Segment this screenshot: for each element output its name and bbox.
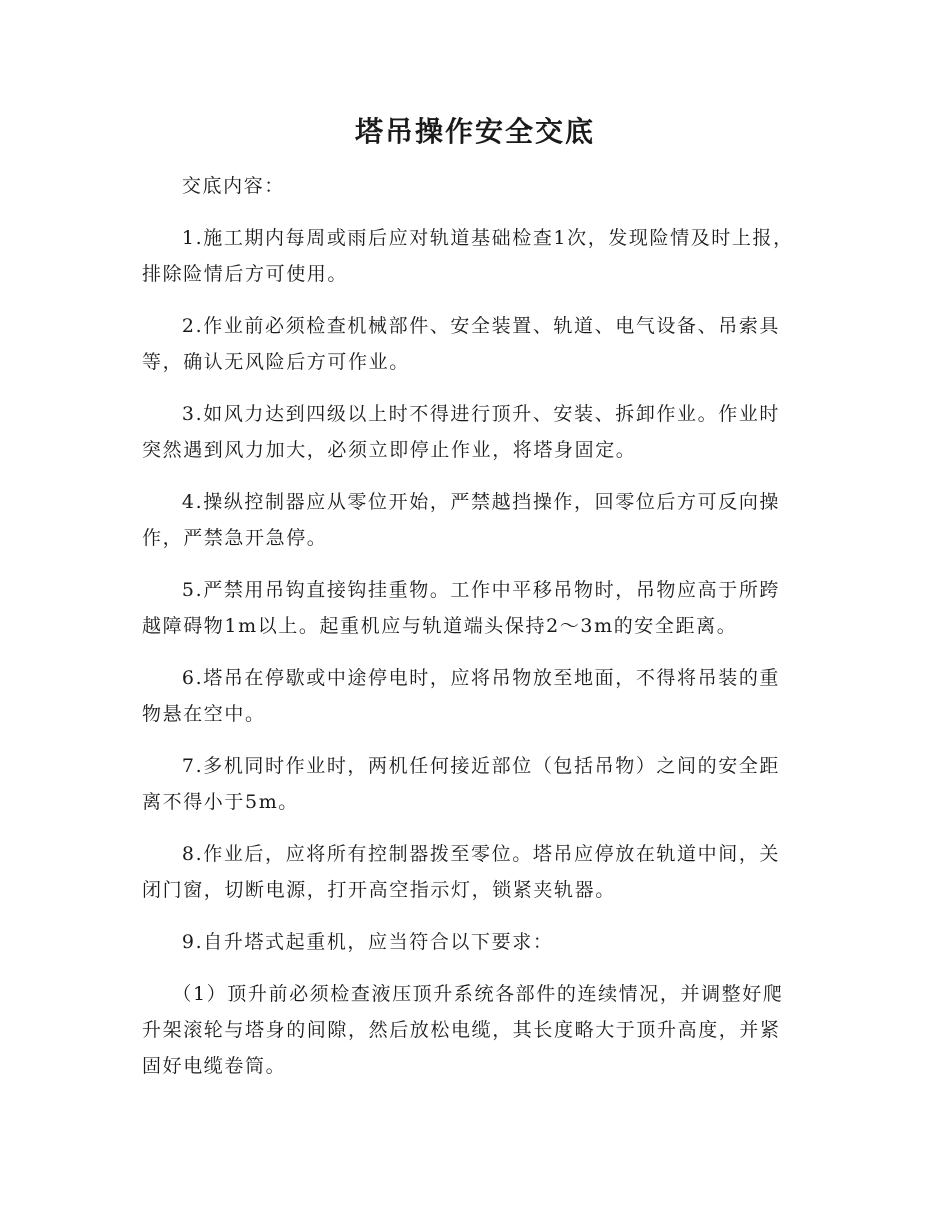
rule-paragraph-5: 5.严禁用吊钩直接钩挂重物。工作中平移吊物时，吊物应高于所跨越障碍物1m以上。起重机应与轨道端头保持2～3m的安全距离。 — [142, 579, 781, 637]
rule-paragraph-3: 3.如风力达到四级以上时不得进行顶升、安装、拆卸作业。作业时突然遇到风力加大，必须立即停止作业，将塔身固定。 — [142, 403, 781, 461]
rule-paragraph-2: 2.作业前必须检查机械部件、安全装置、轨道、电气设备、吊索具等，确认无风险后方可作业。 — [142, 315, 781, 373]
page-title: 塔吊操作安全交底 — [354, 115, 595, 148]
intro-paragraph: 交底内容： — [181, 175, 285, 197]
document-body — [142, 168, 797, 1100]
rule-paragraph-6: 6.塔吊在停歇或中途停电时，应将吊物放至地面，不得将吊装的重物悬在空中。 — [142, 667, 781, 725]
rule-paragraph-4: 4.操纵控制器应从零位开始，严禁越挡操作，回零位后方可反向操作，严禁急开急停。 — [142, 491, 781, 549]
rule-paragraph-8: 8.作业后，应将所有控制器拨至零位。塔吊应停放在轨道中间，关闭门窗，切断电源，打开高空指示灯，锁紧夹轨器。 — [142, 843, 781, 901]
rule-paragraph-7: 7.多机同时作业时，两机任何接近部位（包括吊物）之间的安全距离不得小于5m。 — [142, 755, 781, 813]
rule-paragraph-9: 9.自升塔式起重机，应当符合以下要求： — [181, 931, 554, 953]
rule-paragraph-1: 1.施工期内每周或雨后应对轨道基础检查1次，发现险情及时上报，排除险情后方可使用。 — [142, 227, 794, 285]
sub-item-1: （1）顶升前必须检查液压顶升系统各部件的连续情况，并调整好爬升架滚轮与塔身的间隙，然后放松电缆，其长度略大于顶升高度，并紧固好电缆卷筒。 — [142, 983, 784, 1077]
